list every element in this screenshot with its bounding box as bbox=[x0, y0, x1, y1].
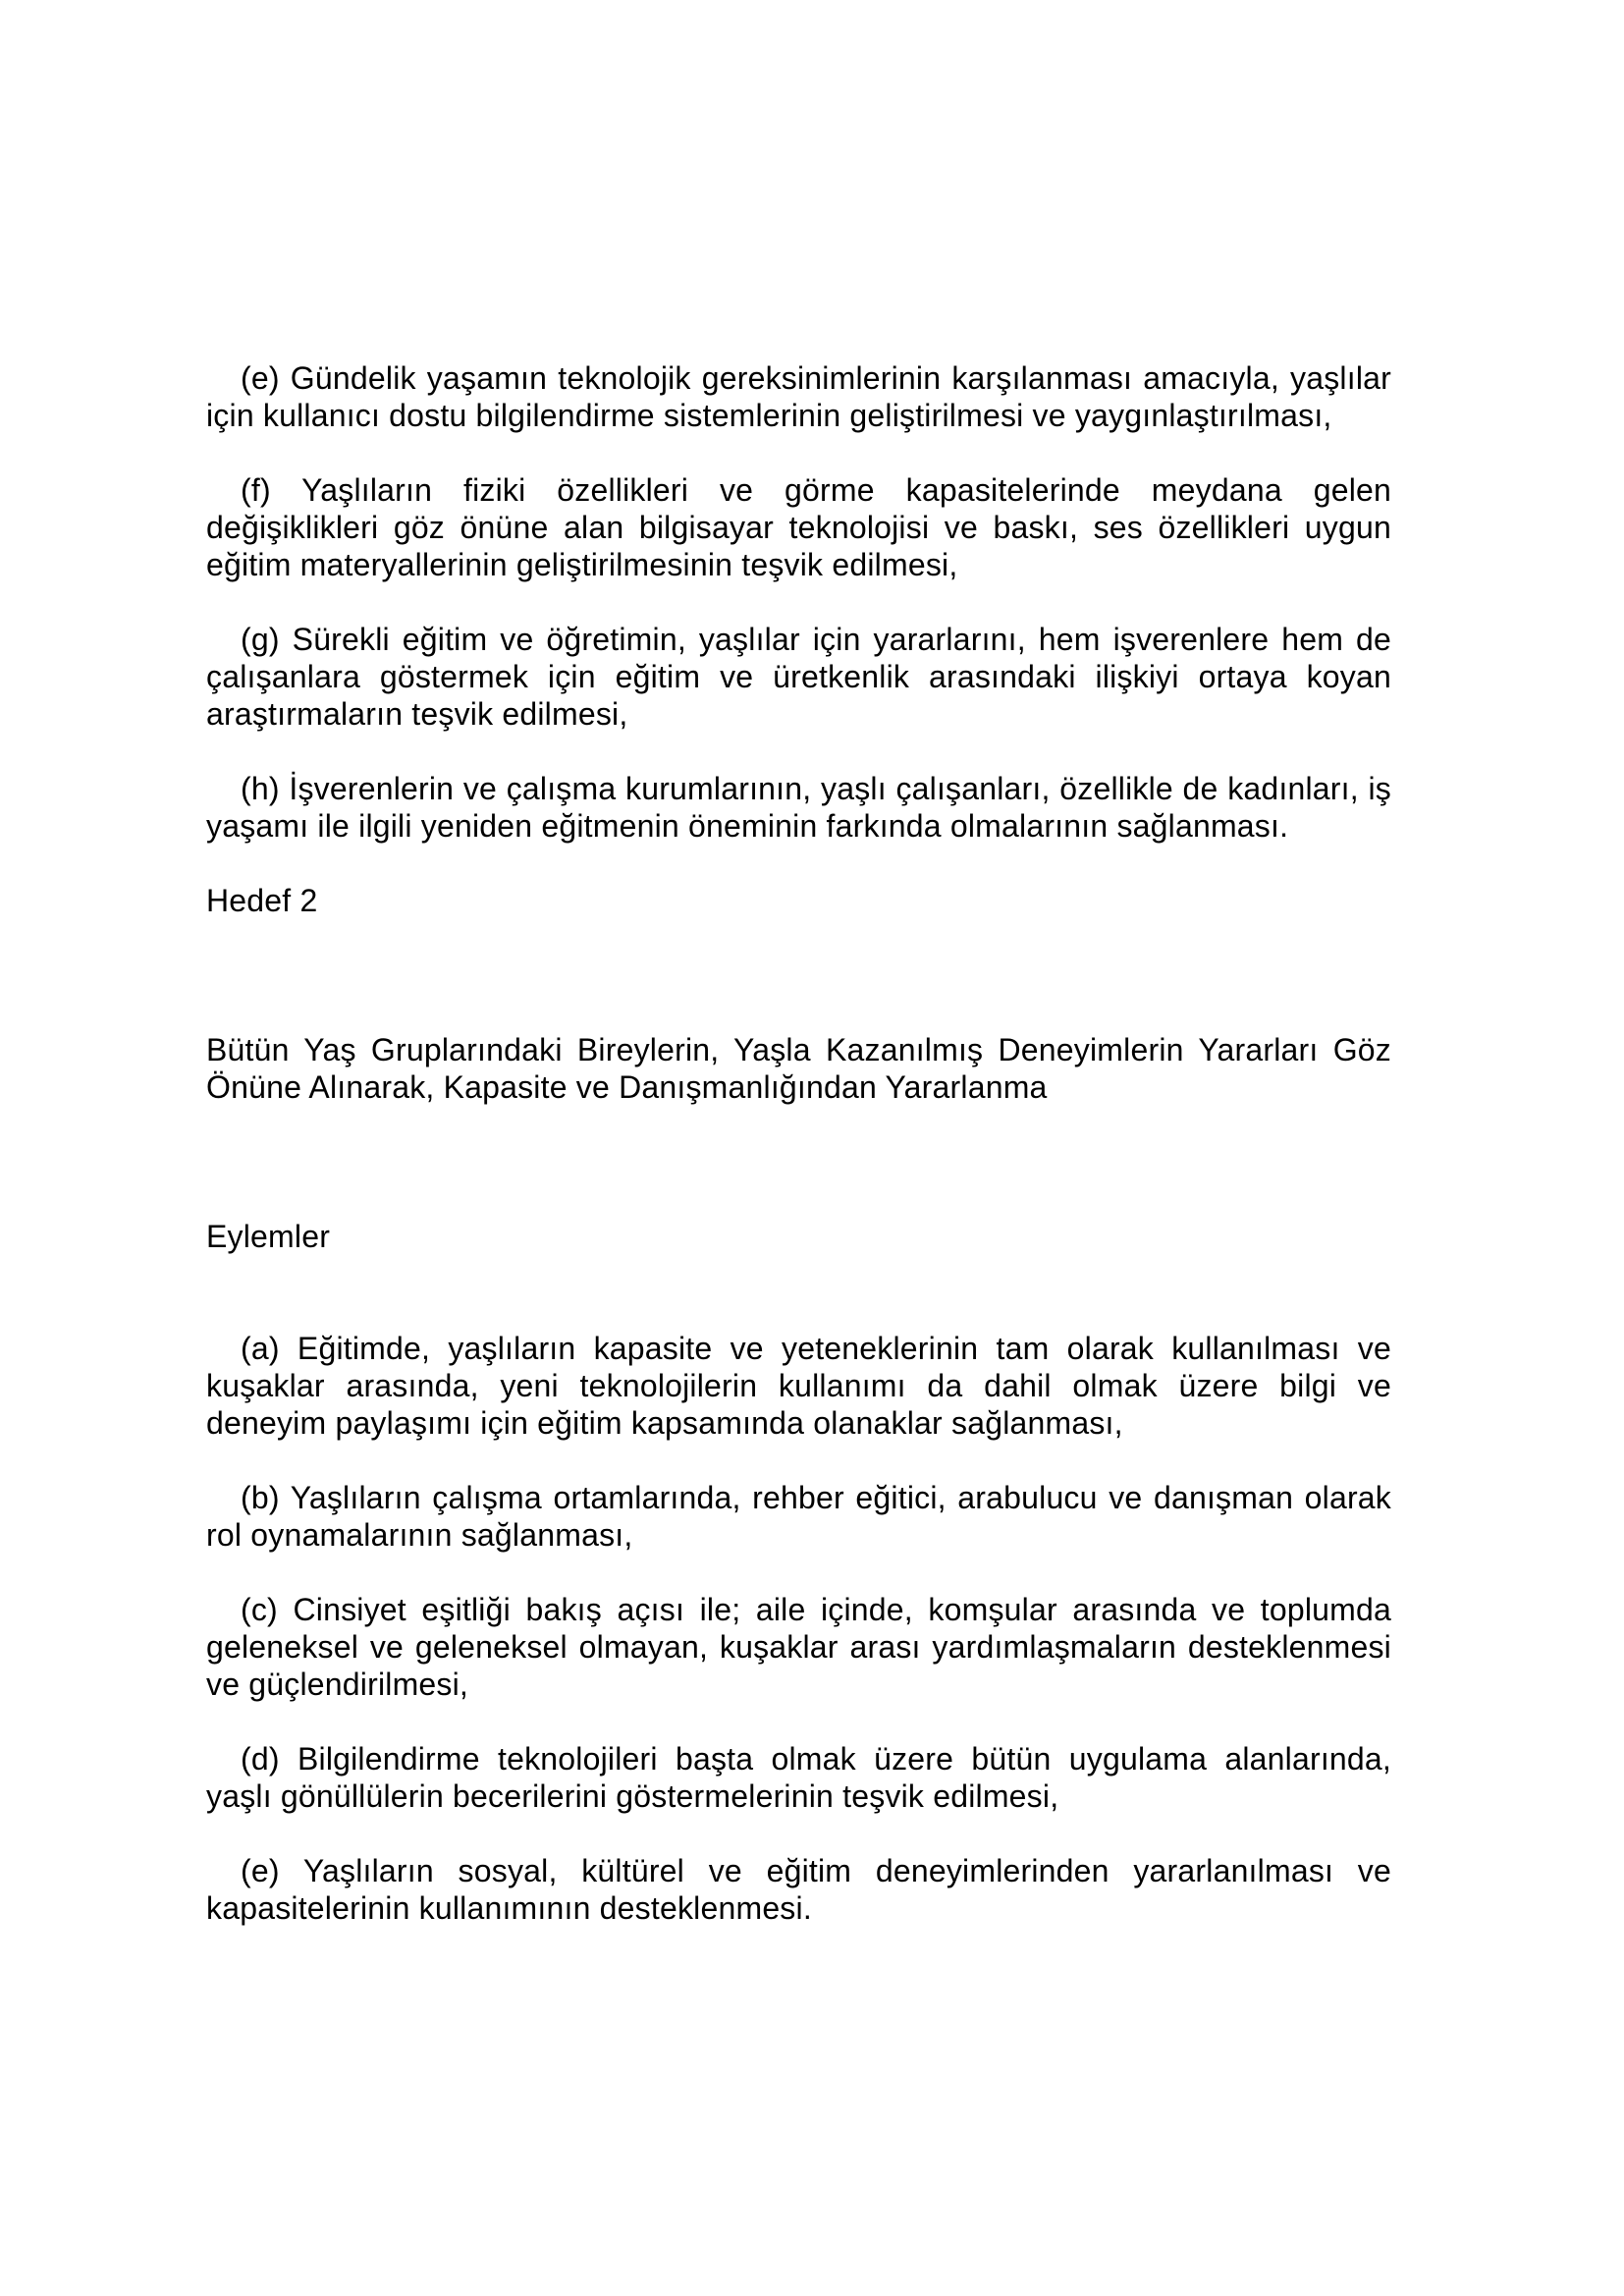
actions-heading: Eylemler bbox=[206, 1219, 331, 1254]
paragraph-item-e: (e) Gündelik yaşamın teknolojik gereksinimlerinin karşılanması amacıyla, yaşlılar için kullanıcı dostu bilgilendirme sistemlerinin geliştirilmesi ve yaygınlaştırılması, bbox=[206, 360, 1391, 433]
goal2-title: Bütün Yaş Gruplarındaki Bireylerin, Yaşla Kazanılmış Deneyimlerin Yararları Göz Önüne Alınarak, Kapasite ve Danışmanlığından Yararlanma bbox=[206, 1032, 1391, 1105]
paragraph-item-c: (c) Cinsiyet eşitliği bakış açısı ile; aile içinde, komşular arasında ve toplumda geleneksel ve geleneksel olmayan, kuşaklar arası yardımlaşmaların desteklenmesi ve güçlendirilmesi, bbox=[206, 1592, 1391, 1702]
paragraph-item-h: (h) İşverenlerin ve çalışma kurumlarının, yaşlı çalışanları, özellikle de kadınları, iş yaşamı ile ilgili yeniden eğitmenin öneminin farkında olmalarının sağlanması. bbox=[206, 771, 1391, 844]
paragraph-item-g: (g) Sürekli eğitim ve öğretimin, yaşlılar için yararlarını, hem işverenlere hem de çalışanlara göstermek için eğitim ve üretkenlik arasındaki ilişkiyi ortaya koyan araştırmaların teşvik edilmesi, bbox=[206, 622, 1391, 732]
goal2-heading: Hedef 2 bbox=[206, 883, 318, 918]
paragraph-item-d: (d) Bilgilendirme teknolojileri başta olmak üzere bütün uygulama alanlarında, yaşlı gönüllülerin becerilerini göstermelerinin teşvik edilmesi, bbox=[206, 1741, 1391, 1814]
paragraph-item-a: (a) Eğitimde, yaşlıların kapasite ve yeteneklerinin tam olarak kullanılması ve kuşaklar arasında, yeni teknolojilerin kullanımı da dahil olmak üzere bilgi ve deneyim paylaşımı için eğitim kapsamında olanaklar sağlanması, bbox=[206, 1331, 1391, 1441]
paragraph-item-b: (b) Yaşlıların çalışma ortamlarında, rehber eğitici, arabulucu ve danışman olarak rol oynamalarının sağlanması, bbox=[206, 1480, 1391, 1553]
document-text-body bbox=[206, 359, 1391, 1964]
paragraph-item-e2: (e) Yaşlıların sosyal, kültürel ve eğitim deneyimlerinden yararlanılması ve kapasitelerinin kullanımının desteklenmesi. bbox=[206, 1853, 1391, 1926]
paragraph-item-f: (f) Yaşlıların fiziki özellikleri ve görme kapasitelerinde meydana gelen değişiklikleri göz önüne alan bilgisayar teknolojisi ve baskı, ses özellikleri uygun eğitim materyallerinin geliştirilmesinin teşvik edilmesi, bbox=[206, 472, 1391, 582]
